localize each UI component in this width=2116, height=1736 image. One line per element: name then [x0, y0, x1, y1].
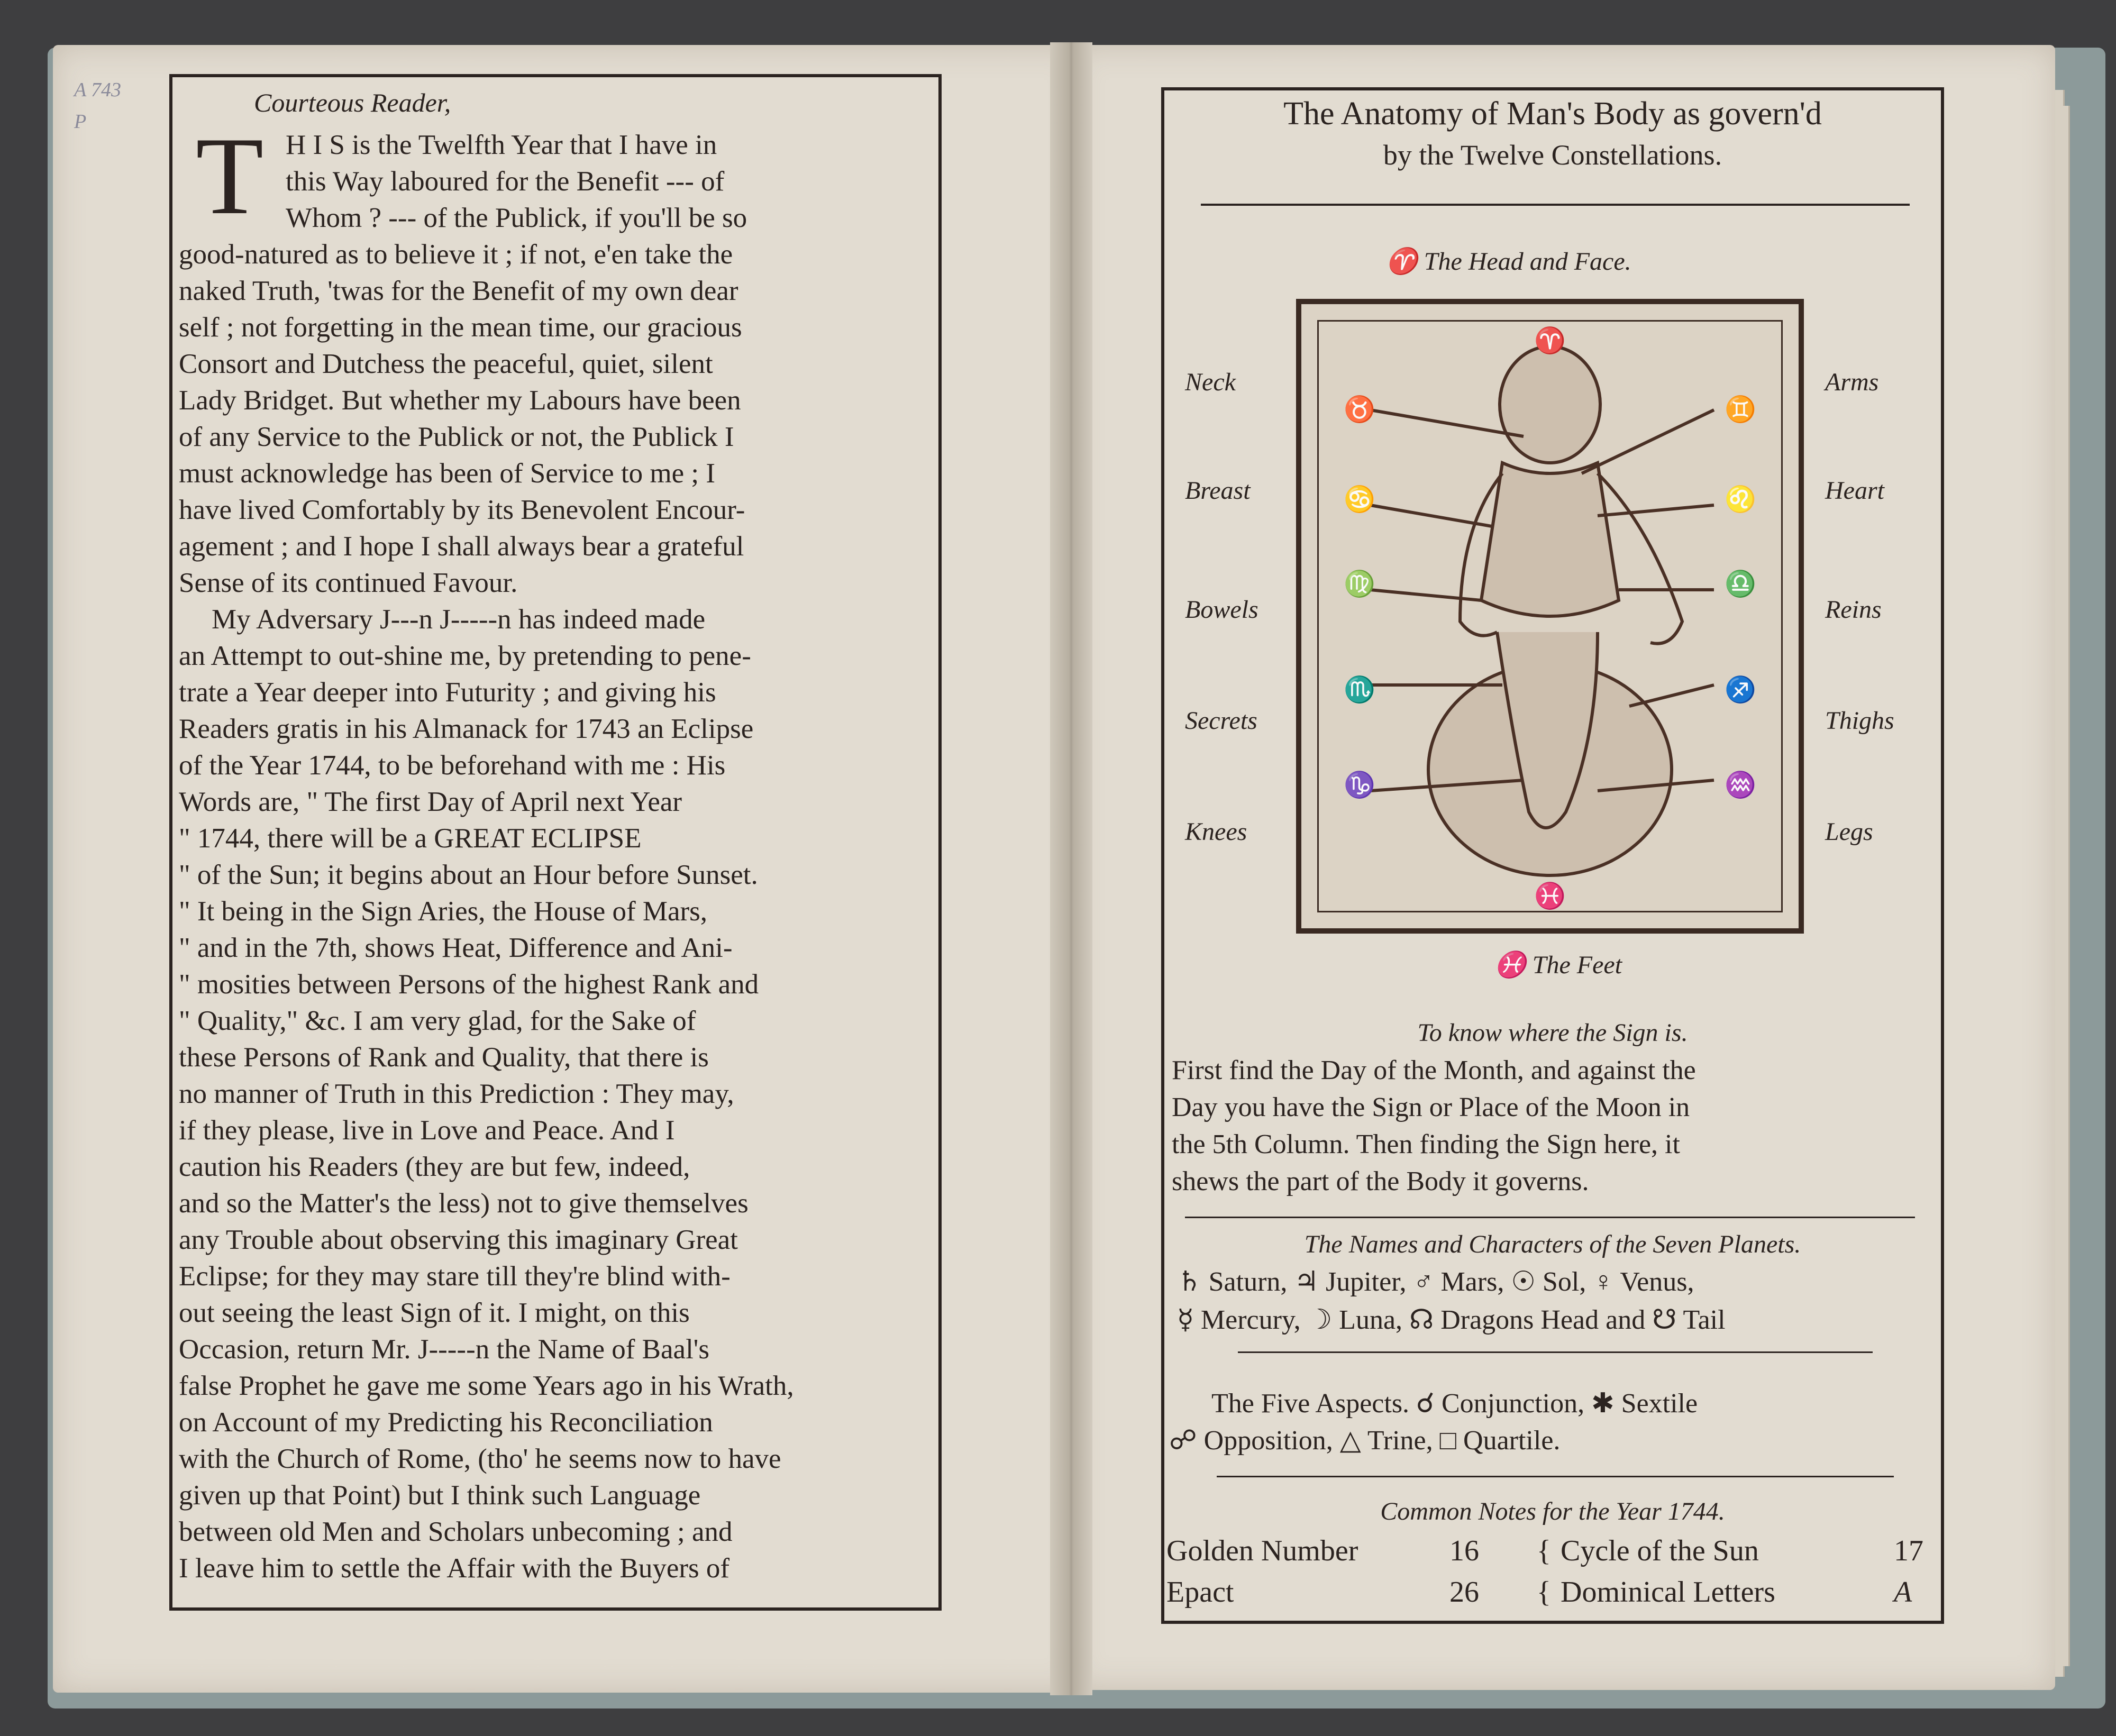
- zodiac-sign-icon: ♐: [1725, 676, 1756, 704]
- notes-value: A: [1894, 1576, 1912, 1609]
- book-gutter: [1050, 42, 1092, 1695]
- body-label-neck: Neck: [1185, 368, 1236, 396]
- letter-line: " Quality," &c. I am very glad, for the Sake of: [179, 1006, 696, 1036]
- letter-line: My Adversary J---n J-----n has indeed made: [212, 604, 706, 635]
- body-label-arms: Arms: [1825, 368, 1879, 396]
- notes-label: Golden Number: [1166, 1534, 1358, 1567]
- letter-line: this Way laboured for the Benefit --- of: [286, 166, 725, 197]
- letter-line: these Persons of Rank and Quality, that there is: [179, 1042, 709, 1073]
- planets-heading: The Names and Characters of the Seven Planets.: [1304, 1230, 1801, 1258]
- sign-instruction-line: the 5th Column. Then finding the Sign here, it: [1172, 1129, 1680, 1159]
- body-label-bowels: Bowels: [1185, 596, 1258, 624]
- notes-value: 26: [1449, 1576, 1479, 1609]
- letter-line: Eclipse; for they may stare till they're blind with-: [179, 1261, 731, 1292]
- zodiac-sign-icon: ♒: [1725, 771, 1756, 799]
- body-label-secrets: Secrets: [1185, 707, 1257, 735]
- title-rule: [1201, 204, 1910, 206]
- letter-line: " It being in the Sign Aries, the House of Mars,: [179, 896, 708, 927]
- letter-line: an Attempt to out-shine me, by pretending to pene-: [179, 641, 751, 671]
- letter-line: Consort and Dutchess the peaceful, quiet, silent: [179, 349, 713, 379]
- body-label-knees: Knees: [1185, 818, 1247, 846]
- letter-line: agement ; and I hope I shall always bear a grateful: [179, 531, 744, 562]
- sign-instruction-line: First find the Day of the Month, and against the: [1172, 1055, 1696, 1085]
- feet-caption: ♓ The Feet: [1494, 951, 1622, 979]
- letter-line: Readers gratis in his Almanack for 1743 an Eclipse: [179, 714, 754, 744]
- sign-instruction-line: shews the part of the Body it governs.: [1172, 1166, 1589, 1196]
- zodiac-sign-icon: ♏: [1344, 676, 1375, 704]
- notes-label: Cycle of the Sun: [1561, 1534, 1759, 1567]
- letter-line: Lady Bridget. But whether my Labours have been: [179, 385, 741, 416]
- planets-rule: [1238, 1351, 1873, 1353]
- aspects-line-1: The Five Aspects. ☌ Conjunction, ✱ Sextile: [1211, 1388, 1698, 1419]
- zodiac-sign-icon: ♓: [1534, 882, 1566, 910]
- sign-instruction-line: Day you have the Sign or Place of the Moon in: [1172, 1092, 1690, 1122]
- letter-line: " and in the 7th, shows Heat, Difference and Ani-: [179, 933, 733, 963]
- sign-heading: To know where the Sign is.: [1417, 1019, 1688, 1047]
- aspects-line-2: ☍ Opposition, △ Trine, □ Quartile.: [1169, 1426, 1561, 1456]
- letter-line: naked Truth, 'twas for the Benefit of my own dear: [179, 276, 738, 306]
- letter-line: if they please, live in Love and Peace. And I: [179, 1115, 675, 1146]
- letter-line: false Prophet he gave me some Years ago in his Wrath,: [179, 1370, 794, 1401]
- letter-line: of any Service to the Publick or not, the Publick I: [179, 422, 734, 452]
- letter-line: self ; not forgetting in the mean time, our gracious: [179, 312, 742, 343]
- letter-line: good-natured as to believe it ; if not, e'en take the: [179, 239, 733, 270]
- letter-line: " mosities between Persons of the highest Rank and: [179, 969, 759, 1000]
- zodiac-sign-icon: ♎: [1725, 570, 1756, 598]
- notes-value: 16: [1449, 1534, 1479, 1567]
- notes-label: Epact: [1166, 1576, 1234, 1609]
- zodiac-man-figure: [1301, 304, 1799, 928]
- letter-line: caution his Readers (they are but few, indeed,: [179, 1152, 690, 1182]
- aspects-rule: [1217, 1476, 1894, 1477]
- sign-rule: [1185, 1217, 1915, 1218]
- letter-line: and so the Matter's the less) not to give themselves: [179, 1188, 749, 1219]
- letter-line: Occasion, return Mr. J-----n the Name of Baal's: [179, 1334, 709, 1365]
- brace-icon: {: [1537, 1576, 1551, 1609]
- notes-heading: Common Notes for the Year 1744.: [1380, 1497, 1725, 1525]
- zodiac-sign-icon: ♋: [1344, 486, 1375, 514]
- letter-line: Sense of its continued Favour.: [179, 568, 518, 598]
- letter-line: trate a Year deeper into Futurity ; and giving his: [179, 677, 716, 708]
- salutation: Courteous Reader,: [254, 88, 451, 117]
- body-label-heart: Heart: [1825, 477, 1884, 505]
- body-label-thighs: Thighs: [1825, 707, 1894, 735]
- letter-line: any Trouble about observing this imaginary Great: [179, 1225, 738, 1255]
- zodiac-sign-icon: ♍: [1344, 570, 1375, 598]
- body-label-legs: Legs: [1825, 818, 1873, 846]
- letter-line: have lived Comfortably by its Benevolent Encour-: [179, 495, 745, 525]
- margin-note: A 743 P: [74, 79, 122, 133]
- letter-line: Whom ? --- of the Publick, if you'll be so: [286, 203, 747, 233]
- head-caption: ♈ The Head and Face.: [1386, 248, 1631, 276]
- zodiac-man-woodcut: [1296, 299, 1804, 934]
- body-label-reins: Reins: [1825, 596, 1882, 624]
- letter-line: " of the Sun; it begins about an Hour before Sunset.: [179, 860, 758, 890]
- planets-line: ♄ Saturn, ♃ Jupiter, ♂ Mars, ☉ Sol, ♀ Venus,: [1177, 1267, 1694, 1297]
- letter-line: H I S is the Twelfth Year that I have in: [286, 130, 717, 160]
- letter-line: must acknowledge has been of Service to me ; I: [179, 458, 716, 489]
- planets-line: ☿ Mercury, ☽ Luna, ☊ Dragons Head and ☋ Tail: [1177, 1305, 1726, 1335]
- letter-line: with the Church of Rome, (tho' he seems now to have: [179, 1443, 781, 1474]
- letter-line: no manner of Truth in this Prediction : They may,: [179, 1079, 734, 1109]
- anatomy-title: The Anatomy of Man's Body as govern'd: [1283, 96, 1822, 132]
- zodiac-sign-icon: ♌: [1725, 486, 1756, 514]
- body-label-breast: Breast: [1185, 477, 1251, 505]
- zodiac-sign-icon: ♉: [1344, 396, 1375, 424]
- letter-line: between old Men and Scholars unbecoming ; and: [179, 1516, 733, 1547]
- letter-line: of the Year 1744, to be beforehand with me : His: [179, 750, 726, 781]
- letter-line: " 1744, there will be a GREAT ECLIPSE: [179, 823, 642, 854]
- brace-icon: {: [1537, 1534, 1551, 1567]
- letter-line: given up that Point) but I think such Language: [179, 1480, 701, 1511]
- letter-line: out seeing the least Sign of it. I might, on this: [179, 1298, 690, 1328]
- letter-line: on Account of my Predicting his Reconciliation: [179, 1407, 713, 1438]
- drop-cap: T: [196, 115, 264, 237]
- letter-line: I leave him to settle the Affair with the Buyers of: [179, 1553, 730, 1584]
- letter-line: Words are, " The first Day of April next Year: [179, 787, 682, 817]
- zodiac-sign-icon: ♈: [1534, 327, 1566, 355]
- notes-label: Dominical Letters: [1561, 1576, 1775, 1609]
- anatomy-subtitle: by the Twelve Constellations.: [1383, 139, 1722, 171]
- notes-value: 17: [1894, 1534, 1923, 1567]
- zodiac-sign-icon: ♊: [1725, 396, 1756, 424]
- zodiac-sign-icon: ♑: [1344, 771, 1375, 799]
